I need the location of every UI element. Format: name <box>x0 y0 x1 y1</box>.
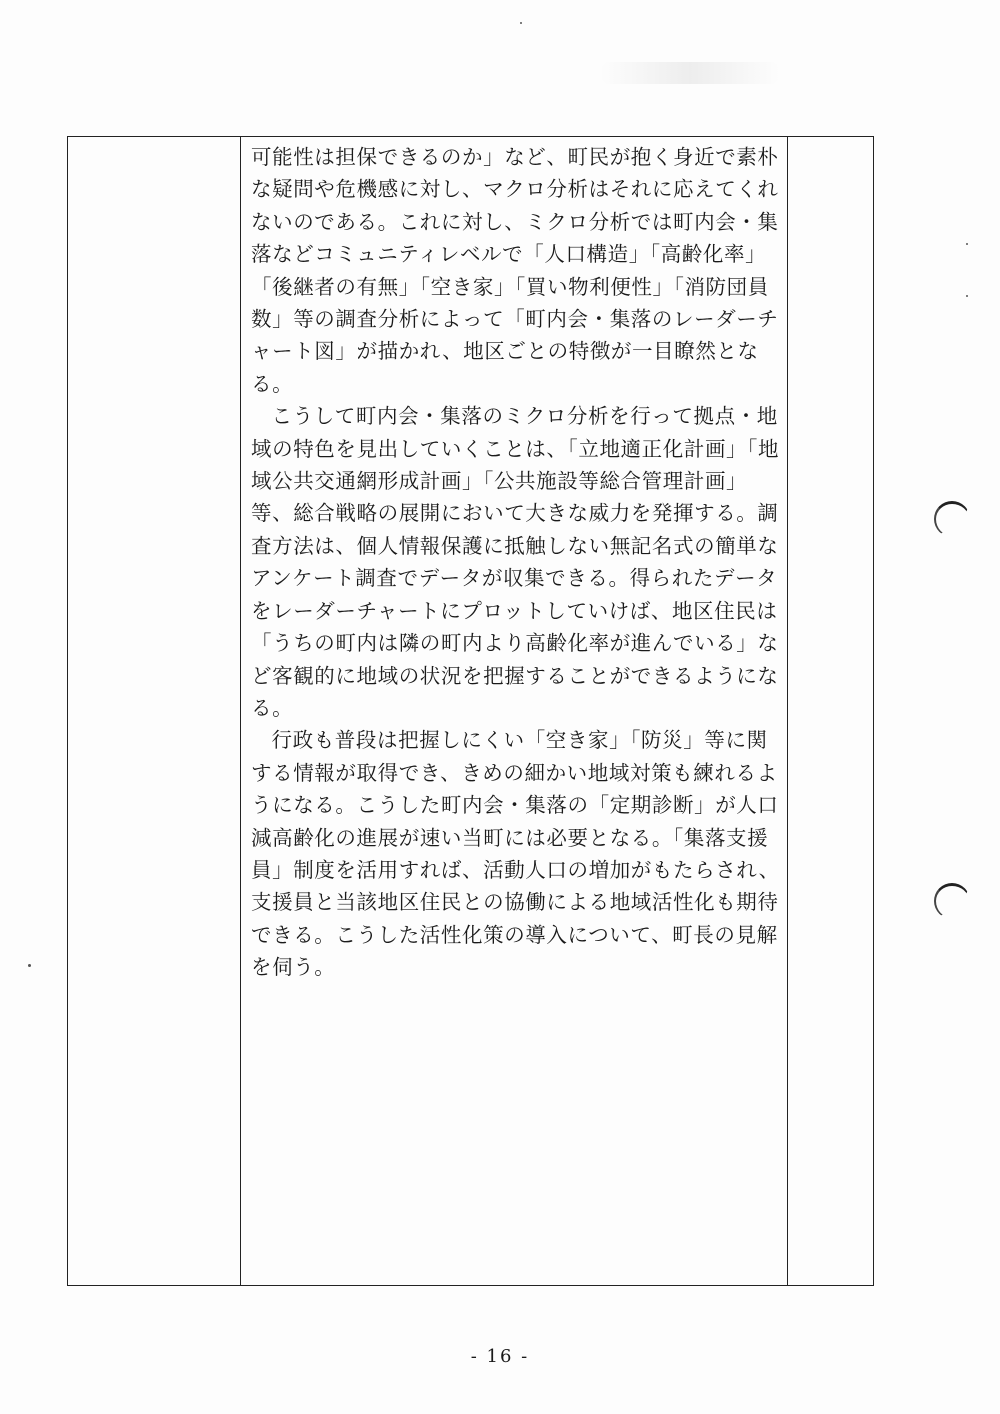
table-content-column <box>241 137 788 1285</box>
table-left-column <box>68 137 241 1285</box>
question-table <box>67 136 874 1286</box>
page-number: - 16 - <box>470 1346 530 1367</box>
scan-speck <box>520 22 522 24</box>
binder-hole-icon <box>934 501 970 537</box>
scan-speck <box>966 295 968 297</box>
body-paragraph-2: こうして町内会・集落のミクロ分析を行って拠点・地域の特色を見出していくことは、「立地適正化計画」「地域公共交通網形成計画」「公共施設等総合管理計画」等、総合戦略の展開において大きな威力を発揮する。調査方法は、個人情報保護に抵触しない無記名式の簡単なアンケート調査でデータが収集できる。得られたデータをレーダーチャートにプロットしていけば、地区住民は「うちの町内は隣の町内より高齢化率が進んでいる」など客観的に地域の状況を把握することができるようになる。 <box>251 404 780 720</box>
scan-smudge <box>600 62 780 84</box>
body-paragraph-1: 可能性は担保できるのか」など、町民が抱く身近で素朴な疑問や危機感に対し、マクロ分析はそれに応えてくれないのである。これに対し、ミクロ分析では町内会・集落などコミュニティレベルで「人口構造」「高齢化率」「後継者の有無」「空き家」「買い物利便性」「消防団員数」等の調査分析によって「町内会・集落のレーダーチャート図」が描かれ、地区ごとの特徴が一目瞭然となる。 <box>251 145 779 396</box>
table-right-column <box>788 137 873 1285</box>
scan-speck <box>28 964 31 967</box>
body-paragraph-3: 行政も普段は把握しにくい「空き家」「防災」等に関する情報が取得でき、きめの細かい地域対策も練れるようになる。こうした町内会・集落の「定期診断」が人口減高齢化の進展が速い当町には必要となる。「集落支援員」制度を活用すれば、活動人口の増加がもたらされ、支援員と当該地区住民との協働による地域活性化も期待できる。こうした活性化策の導入について、町長の見解を伺う。 <box>251 728 780 980</box>
binder-hole-icon <box>934 883 970 919</box>
scan-speck <box>966 243 968 245</box>
